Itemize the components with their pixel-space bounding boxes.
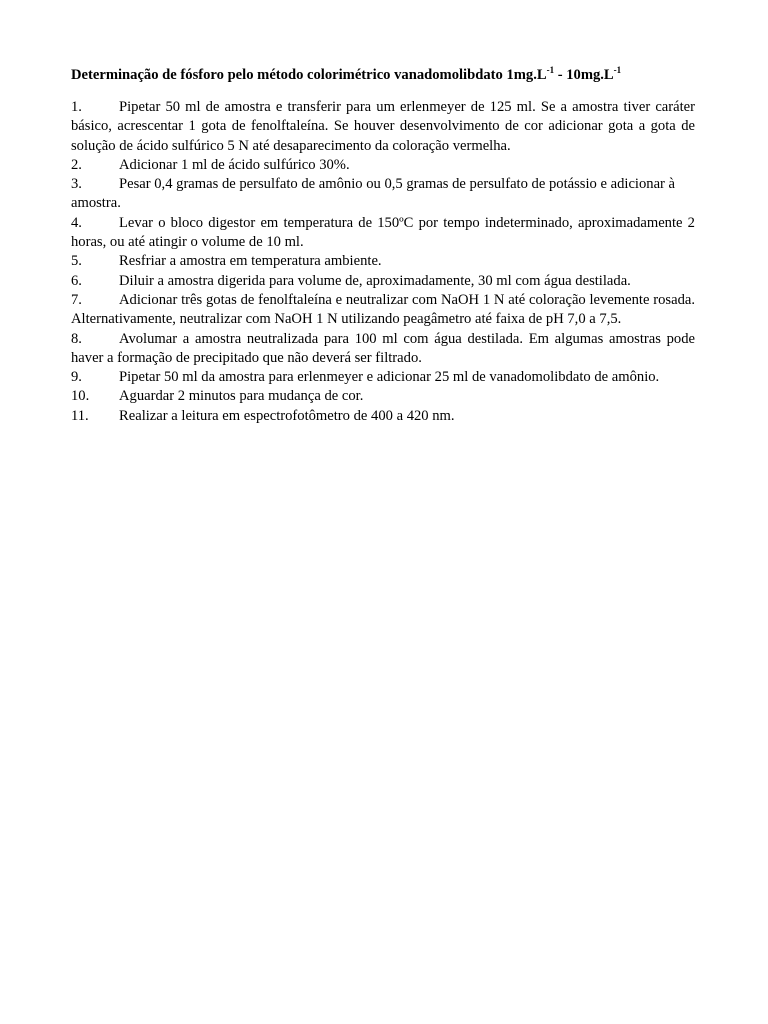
step-10 xyxy=(71,387,695,406)
step-text-line: Realizar a leitura em espectrofotômetro de 400 a 420 nm. xyxy=(119,407,455,424)
step-text-line: caráter básico, acrescentar 1 gota de fenolftaleína. Se houver desenvolvimento de cor adicionar xyxy=(71,99,695,135)
step-text-line: Diluir a amostra digerida para volume de, aproximadamente, 30 ml com água destilada. xyxy=(119,272,631,289)
title-superscript-2: -1 xyxy=(613,65,622,75)
step-4 xyxy=(71,214,695,253)
step-3 xyxy=(71,175,695,214)
step-number: 8. xyxy=(71,330,82,347)
step-5 xyxy=(71,252,695,271)
step-1 xyxy=(71,98,695,156)
step-11 xyxy=(71,407,695,426)
step-number: 6. xyxy=(71,272,82,289)
step-text-line: Avolumar a amostra neutralizada para 100 ml com água destilada. Em algumas amostras xyxy=(119,330,661,347)
step-6 xyxy=(71,272,695,291)
document-title xyxy=(71,66,695,86)
step-2 xyxy=(71,156,695,175)
step-text-line: rosada. Alternativamente, neutralizar com NaOH 1 N utilizando peagâmetro até faixa de pH 7,0 a xyxy=(71,291,695,328)
step-text-line: aproximadamente 2 horas, ou até atingir o volume de 10 ml. xyxy=(71,214,695,251)
step-text-line: Pesar 0,4 gramas de persulfato de amônio ou 0,5 gramas de persulfato de potássio e xyxy=(119,176,607,193)
step-text-line: Resfriar a amostra em temperatura ambiente. xyxy=(119,253,382,270)
step-8 xyxy=(71,330,695,369)
step-number: 2. xyxy=(71,156,82,173)
step-text-line: Adicionar 1 ml de ácido sulfúrico 30%. xyxy=(119,156,350,173)
title-text-middle: - 10mg.L xyxy=(554,67,614,83)
step-text-line: Aguardar 2 minutos para mudança de cor. xyxy=(119,388,364,405)
step-text-line: Adicionar três gotas de fenolftaleína e neutralizar com NaOH 1 N até coloração levemente xyxy=(119,291,650,308)
step-text-line: Pipetar 50 ml de amostra e transferir para um erlenmeyer de 125 ml. Se a amostra tiver xyxy=(119,99,651,115)
step-number: 9. xyxy=(71,369,82,386)
step-7 xyxy=(71,291,695,330)
procedure-steps xyxy=(71,98,695,426)
step-number: 7. xyxy=(71,291,82,308)
step-number: 11. xyxy=(71,407,89,424)
title-text: Determinação de fósforo pelo método colorimétrico vanadomolibdato 1mg.L xyxy=(71,67,547,83)
step-number: 1. xyxy=(71,99,82,115)
step-text-line: adicionar à amostra. xyxy=(71,176,676,212)
document-page xyxy=(71,66,695,426)
step-number: 5. xyxy=(71,253,82,270)
step-text-line: Pipetar 50 ml da amostra para erlenmeyer e adicionar 25 ml de vanadomolibdato de amônio. xyxy=(119,369,660,386)
step-9 xyxy=(71,368,695,387)
step-text-line: Levar o bloco digestor em temperatura de 150ºC por tempo indeterminado, xyxy=(119,214,573,231)
step-text-line: 7,5. xyxy=(599,311,622,328)
step-text-line: pode haver a formação de precipitado que não deverá ser filtrado. xyxy=(71,330,695,366)
title-superscript-1: -1 xyxy=(546,65,555,75)
step-text-line: gota a gota de solução de ácido sulfúrico 5 N até desaparecimento da coloração vermelha. xyxy=(71,118,695,154)
step-number: 10. xyxy=(71,388,90,405)
step-number: 4. xyxy=(71,214,82,231)
step-number: 3. xyxy=(71,176,82,193)
